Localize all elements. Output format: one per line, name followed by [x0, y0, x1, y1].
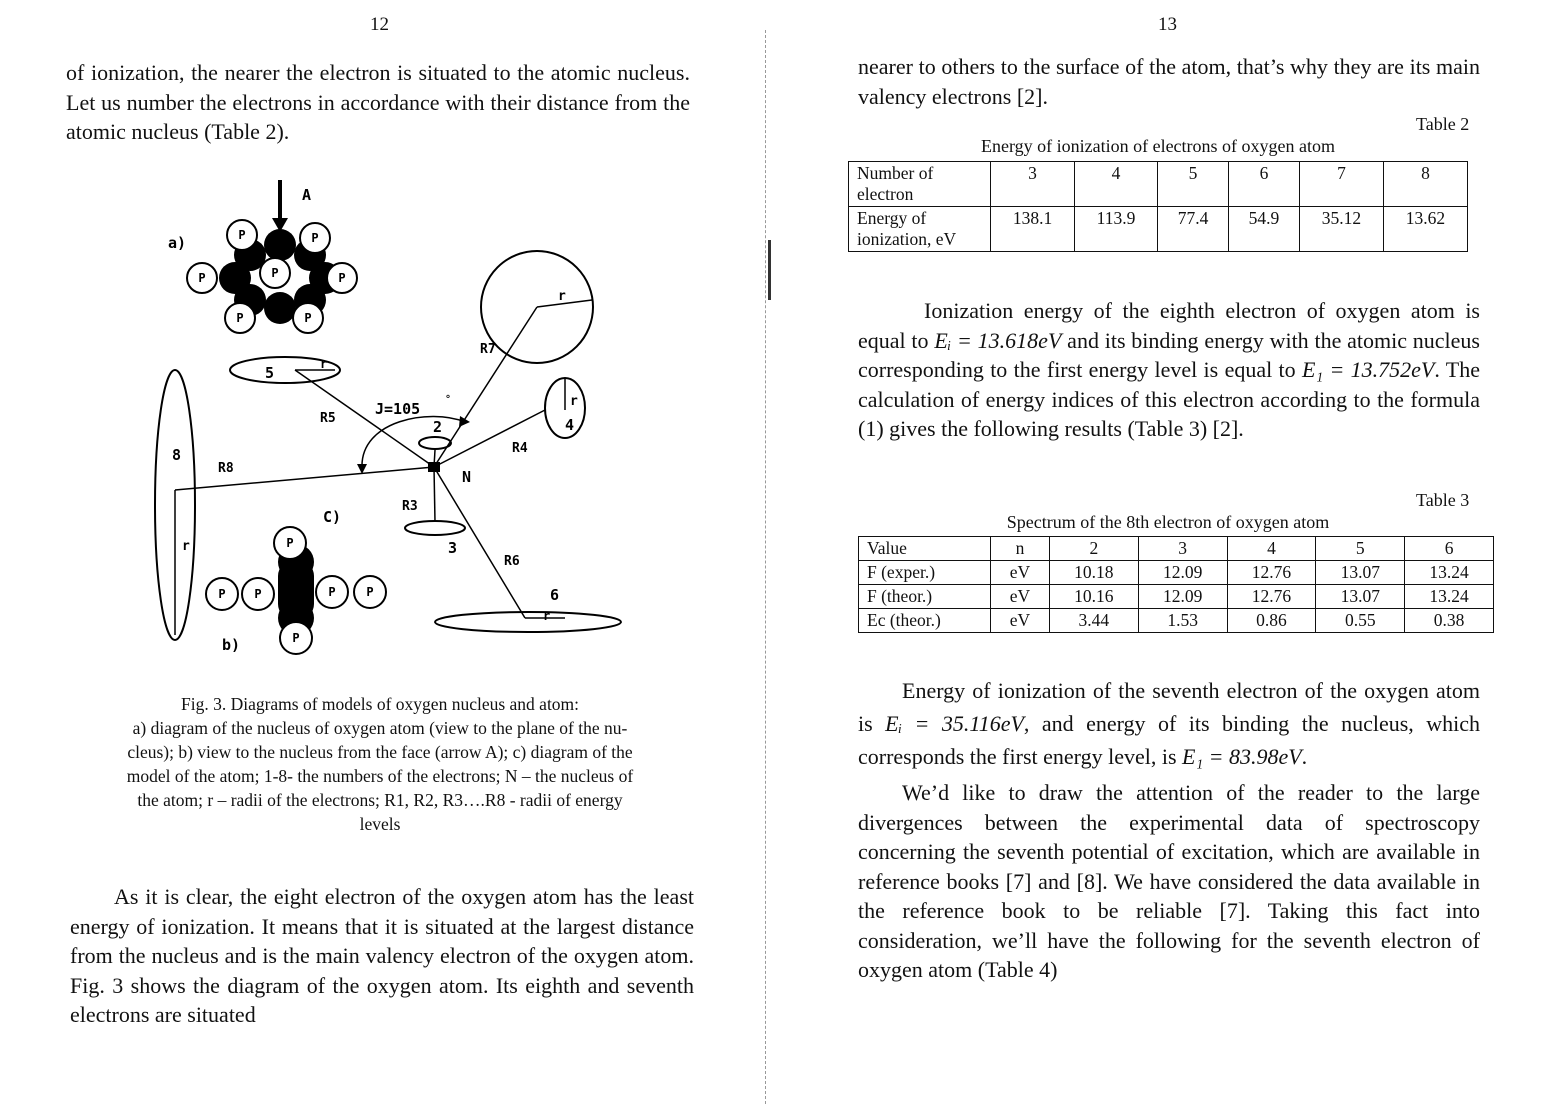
table-cell: 10.18 [1049, 561, 1138, 585]
equation-ei-8: Eᵢ = 13.618eV [934, 327, 1062, 353]
table-cell: 12.09 [1138, 585, 1227, 609]
figure-3-caption [70, 692, 690, 836]
table-cell: 113.9 [1075, 207, 1158, 252]
label-electron-3: 3 [448, 539, 458, 557]
label-r-5: r [320, 357, 328, 371]
svg-text:P: P [338, 271, 346, 285]
table-cell: 13.07 [1316, 561, 1405, 585]
table-2-label: Table 2 [1416, 114, 1470, 134]
svg-text:P: P [292, 631, 300, 645]
para2-text-b: and its binding energy with the atomic nucleus corresponding to the first energy level is equal to [858, 327, 1480, 382]
label-r4-level: R4 [512, 441, 528, 456]
svg-text:P: P [254, 587, 262, 601]
table-cell: 12.76 [1227, 585, 1316, 609]
label-r-7: r [558, 289, 566, 304]
label-r3-level: R3 [402, 499, 418, 514]
table-cell: eV [991, 585, 1050, 609]
label-electron-5: 5 [265, 364, 275, 382]
svg-text:P: P [286, 536, 294, 550]
label-r5-level: R5 [320, 411, 336, 426]
table-cell: 54.9 [1229, 207, 1300, 252]
svg-text:P: P [236, 311, 244, 325]
label-electron-8: 8 [172, 446, 182, 464]
label-degree: ° [445, 394, 452, 405]
nucleus-side-view [206, 527, 386, 654]
table-cell: F (exper.) [859, 561, 991, 585]
table-cell: 0.55 [1316, 609, 1405, 633]
table-cell: 13.24 [1405, 561, 1494, 585]
table-3-label: Table 3 [1416, 490, 1470, 510]
table-2-row-header-1: Number of electron [849, 162, 991, 207]
table-header-cell: 4 [1227, 537, 1316, 561]
table-2-row-header-2: Energy of ionization, eV [849, 207, 991, 252]
table-2-title: Energy of ionization of electrons of oxygen atom [980, 136, 1336, 156]
label-r6-level: R6 [504, 554, 520, 569]
para2-text-a: Ionization energy of the eighth electron of oxygen atom is equal to [858, 298, 1480, 353]
svg-text:P: P [328, 585, 336, 599]
table-cell: 1.53 [1138, 609, 1227, 633]
label-r-6: r [543, 609, 551, 623]
left-page-number: 12 [370, 14, 389, 35]
table-cell: 4 [1075, 162, 1158, 207]
label-a: a) [168, 234, 187, 252]
label-r8: R8 [218, 461, 234, 476]
table-cell: 13.07 [1316, 585, 1405, 609]
table-cell: 10.16 [1049, 585, 1138, 609]
label-b: b) [222, 636, 241, 654]
table-cell: eV [991, 561, 1050, 585]
table-header-cell: 6 [1405, 537, 1494, 561]
table-2 [848, 161, 1468, 252]
svg-text:P: P [304, 311, 312, 325]
equation-e1-7: E₁ = 83.98eV [1182, 744, 1302, 769]
left-paragraph-2: As it is clear, the eight electron of the oxygen atom has the least energy of ionization. It means that it is situated at the largest distance from the nucleus and is the main valency electron of the oxygen atom. Fig. 3 shows the diagram of the oxygen atom. Its eighth and seventh electrons are situated [70, 884, 694, 1027]
label-electron-2: 2 [433, 418, 443, 436]
caption-line-2: a) diagram of the nucleus of oxygen atom (view to the plane of the nu- [132, 718, 628, 738]
label-n: N [462, 468, 472, 486]
table-header-cell: Value [859, 537, 991, 561]
caption-line-6: levels [359, 814, 401, 834]
table-row [849, 207, 1468, 252]
gutter-shadow [768, 240, 771, 300]
label-r7-level: R7 [480, 342, 496, 357]
electron-3-orbit [405, 521, 465, 535]
svg-text:P: P [238, 228, 246, 242]
table-row [859, 561, 1494, 585]
electron-6-orbit [435, 612, 621, 632]
right-paragraph-4: We’d like to draw the attention of the reader to the large divergences between the experimental data of spectroscopy concerning the seventh potential of excitation, which are available in reference books [7] and [8]. We have considered the data available in the reference book to be reliable [7]. Taking this fact into consideration, we’ll have the following for the seventh electron of oxygen atom (Table 4) [858, 780, 1480, 982]
table-cell: 35.12 [1299, 207, 1383, 252]
svg-text:P: P [218, 587, 226, 601]
para3-text-c: . [1301, 744, 1308, 769]
svg-text:P: P [311, 231, 319, 245]
table-3-title: Spectrum of the 8th electron of oxygen atom [1006, 512, 1330, 532]
equation-ei-7: Eᵢ = 35.116eV [885, 711, 1024, 736]
table-cell: 3.44 [1049, 609, 1138, 633]
table-header-cell: n [991, 537, 1050, 561]
label-angle-j: J=105 [375, 400, 421, 418]
label-arrow-a: A [302, 186, 312, 204]
caption-line-4: model of the atom; 1-8- the numbers of the electrons; N – the nucleus of [126, 766, 634, 786]
table-cell: F (theor.) [859, 585, 991, 609]
table-cell: 13.24 [1405, 585, 1494, 609]
caption-line-1: Fig. 3. Diagrams of models of oxygen nucleus and atom: [180, 694, 580, 714]
nucleus-top-view [187, 220, 357, 333]
label-r-8: r [182, 539, 190, 554]
right-paragraph-2 [858, 296, 1480, 444]
right-page-number: 13 [1158, 14, 1177, 35]
table-cell: 13.62 [1383, 207, 1467, 252]
table-3 [858, 536, 1494, 633]
left-paragraph-1: of ionization, the nearer the electron is situated to the atomic nucleus. Let us number the electrons in accordance with their distance from the atomic nucleus (Table 2). [66, 60, 690, 144]
label-electron-6: 6 [550, 586, 560, 604]
table-cell: 138.1 [991, 207, 1075, 252]
table-row [859, 537, 1494, 561]
svg-text:P: P [198, 271, 206, 285]
page-gutter [765, 30, 766, 1104]
table-header-cell: 5 [1316, 537, 1405, 561]
table-row [859, 609, 1494, 633]
table-cell: 5 [1158, 162, 1229, 207]
table-row [849, 162, 1468, 207]
table-row [859, 585, 1494, 609]
table-cell: 0.38 [1405, 609, 1494, 633]
para2-text-c: . The calculation of energy indices of this electron according to the formula (1) gives the following results (Table 3) [2]. [858, 357, 1480, 441]
para3-text-a: Energy of ionization of the seventh electron of the oxygen atom is [858, 678, 1480, 736]
caption-line-3: cleus); b) view to the nucleus from the face (arrow A); c) diagram of the [127, 742, 633, 762]
table-cell: 8 [1383, 162, 1467, 207]
table-cell: Ec (theor.) [859, 609, 991, 633]
svg-text:P: P [271, 266, 279, 280]
table-cell: 6 [1229, 162, 1300, 207]
right-paragraph-1: nearer to others to the surface of the atom, that’s why they are its main valency electrons [2]. [858, 54, 1480, 109]
para3-text-b: , and energy of its binding the nucleus, which corresponds the first energy level, is [858, 711, 1480, 769]
table-cell: 77.4 [1158, 207, 1229, 252]
table-header-cell: 2 [1049, 537, 1138, 561]
figure-3-diagram [140, 170, 640, 660]
table-cell: eV [991, 609, 1050, 633]
angle-arrow-right [459, 416, 470, 427]
table-cell: 12.09 [1138, 561, 1227, 585]
svg-text:P: P [366, 585, 374, 599]
right-paragraph-3 [858, 674, 1480, 773]
table-cell: 7 [1299, 162, 1383, 207]
label-r-4: r [570, 394, 578, 409]
caption-line-5: the atom; r – radii of the electrons; R1, R2, R3….R8 - radii of energy [137, 790, 623, 810]
table-cell: 12.76 [1227, 561, 1316, 585]
table-header-cell: 3 [1138, 537, 1227, 561]
label-c: C) [323, 508, 342, 526]
table-cell: 0.86 [1227, 609, 1316, 633]
label-electron-4: 4 [565, 416, 575, 434]
equation-e1-8: E₁ = 13.752eV [1302, 357, 1435, 382]
table-cell: 3 [991, 162, 1075, 207]
